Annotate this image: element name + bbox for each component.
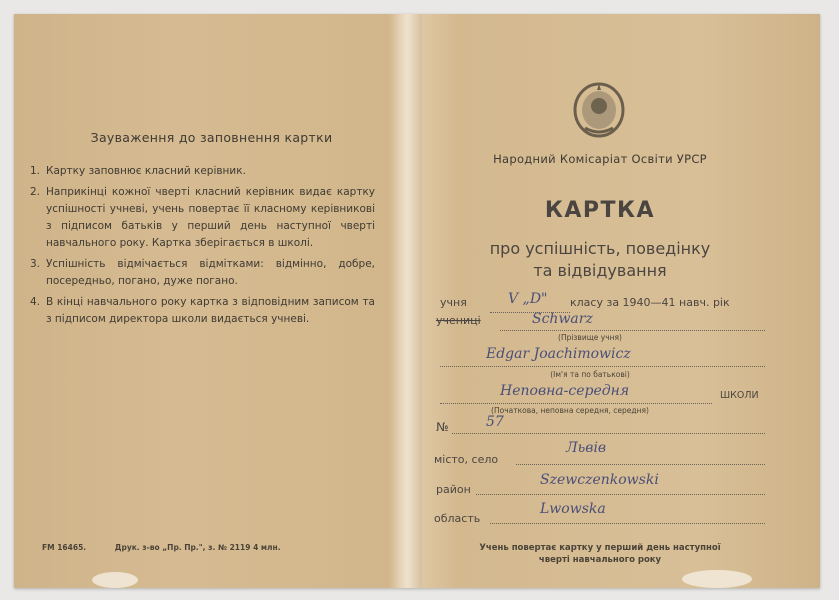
return-note (430, 542, 770, 566)
note-text: Наприкінці кожної чверті класний керівник видає картку успішності учневі, учень повертає її класному керівникові з підписом батьків у перший день наступної чверті навчального року. Картка зберігається в школі. (46, 186, 375, 249)
note-number: 4. (30, 296, 41, 308)
school-label: ШКОЛИ (720, 390, 759, 401)
paper-wear (682, 570, 752, 588)
note-number: 2. (30, 186, 41, 198)
surname-underline (500, 330, 765, 331)
class-label: класу за 1940—41 навч. рік (570, 296, 730, 309)
subtitle-line: та відвідування (533, 261, 667, 280)
note-number: 1. (30, 165, 41, 177)
surname-value: Schwarz (532, 311, 593, 327)
document-title: КАРТКА (544, 198, 656, 223)
note-text: В кінці навчального року картка з відповідним записом та з підписом директора школи видається учневі. (46, 296, 375, 325)
paper-wear (92, 572, 138, 588)
subtitle-line: про успішність, поведінку (489, 239, 711, 258)
note-text: Картку заповнює класний керівник. (46, 165, 246, 177)
emblem-icon (573, 82, 625, 140)
district-underline (476, 494, 765, 495)
note-item (30, 294, 375, 328)
note-item (30, 163, 375, 180)
note-number: 3. (30, 258, 41, 270)
center-fold (388, 14, 422, 588)
name-underline (440, 366, 765, 367)
pupil-label-f: учениці (436, 314, 481, 327)
instructions-panel (30, 130, 375, 332)
note-text: Успішність відмічається відмітками: відмінно, добре, посередньо, погано, дуже погано. (46, 258, 375, 287)
class-value: V „D" (508, 291, 548, 307)
surname-caption: (Прізвище учня) (558, 333, 622, 342)
printer-info: Друк. з-во „Пр. Пр.", з. № 2119 4 млн. (114, 543, 281, 552)
city-label: місто, село (434, 453, 499, 466)
print-imprint (42, 543, 307, 552)
form-code: FM 16465. (42, 543, 87, 552)
region-value: Lwowska (540, 501, 606, 517)
city-value: Львів (566, 440, 607, 456)
number-underline (452, 433, 765, 434)
city-underline (516, 464, 765, 465)
notes-list (30, 163, 375, 328)
document-subtitle (430, 238, 770, 282)
number-label: № (436, 420, 449, 434)
name-value: Edgar Joachimowicz (486, 346, 631, 362)
note-item (30, 256, 375, 290)
school-type-caption: (Початкова, неповна середня, середня) (491, 406, 649, 415)
region-label: область (434, 512, 481, 525)
school-type-underline (440, 403, 712, 404)
name-caption: (Ім'я та по батькові) (550, 370, 630, 379)
pupil-label-m: учня (440, 296, 467, 309)
return-note-line: Учень повертає картку у перший день наступної (479, 543, 721, 553)
school-type-value: Неповна-середня (500, 383, 630, 399)
district-label: район (436, 483, 471, 496)
issuer-title: Народний Комісаріат Освіти УРСР (493, 152, 707, 166)
district-value: Szewczenkowski (540, 472, 659, 488)
region-underline (490, 523, 765, 524)
notes-title: Зауваження до заповнення картки (90, 130, 333, 145)
note-item (30, 184, 375, 252)
return-note-line: чверті навчального року (538, 555, 662, 565)
number-value: 57 (486, 414, 504, 430)
